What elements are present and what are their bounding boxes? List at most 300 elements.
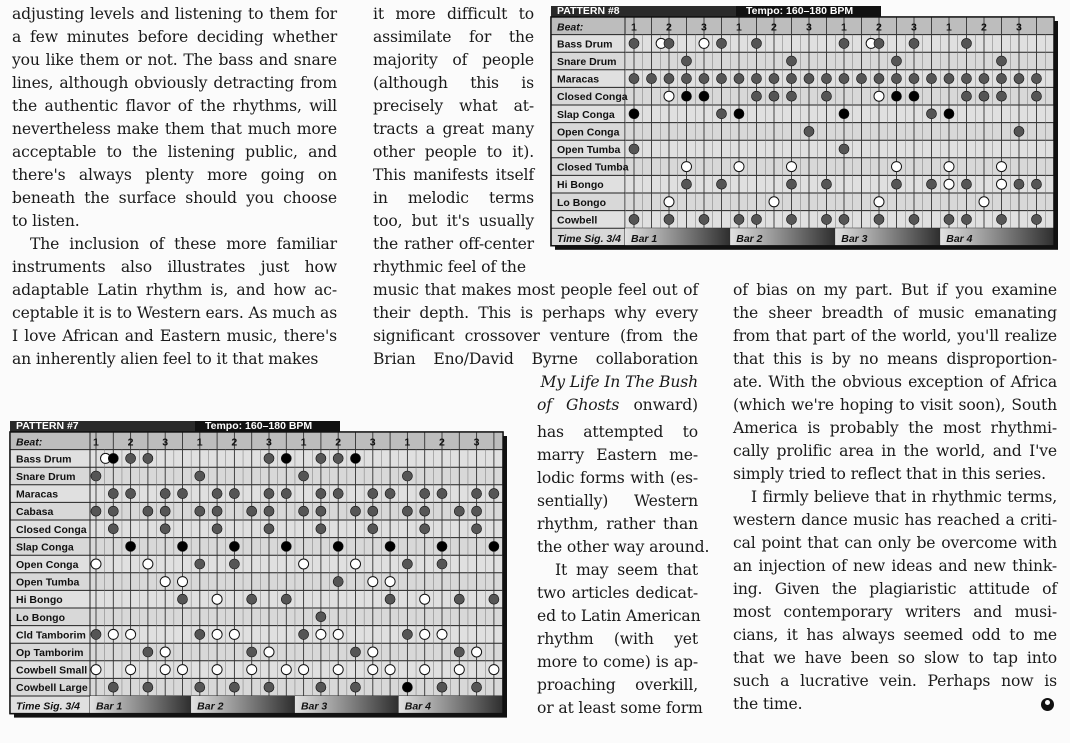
hit-dot: [472, 489, 482, 499]
instrument-label: Bass Drum: [16, 453, 72, 466]
text-line: there's always plenty more going on: [12, 166, 337, 184]
hit-dot: [927, 109, 937, 119]
tempo-label: Tempo: 160–180 BPM: [205, 420, 313, 432]
hit-dot: [91, 629, 101, 639]
bar-label: Bar 2: [197, 700, 224, 713]
open-hit-dot: [299, 559, 309, 569]
text-line: the rather off-center: [373, 235, 534, 253]
hit-dot: [195, 682, 205, 692]
hit-dot: [91, 506, 101, 516]
open-hit-dot: [454, 665, 464, 675]
open-hit-dot: [979, 197, 989, 207]
open-hit-dot: [316, 629, 326, 639]
hit-dot: [787, 179, 797, 189]
beat-tick-label: 3: [806, 21, 812, 34]
hit-dot: [420, 489, 430, 499]
open-hit-dot: [368, 665, 378, 675]
text-line: or at least some form: [537, 699, 703, 717]
text-line: two articles dedicat-: [537, 584, 698, 602]
text-line: sentially) Western: [537, 492, 698, 510]
hit-dot: [368, 489, 378, 499]
bar-label: Bar 4: [404, 700, 432, 713]
hit-dot: [997, 56, 1007, 66]
text-line: adjusting levels and listening to them for: [12, 5, 337, 23]
instrument-label: Snare Drum: [557, 56, 617, 68]
text-line: you like them or not. The bass and snare: [12, 51, 337, 69]
instrument-label: Closed Conga: [557, 91, 628, 104]
hit-dot: [962, 38, 972, 48]
text-line: marry Eastern me-: [537, 446, 698, 464]
hit-dot: [143, 506, 153, 516]
hit-dot: [752, 74, 762, 84]
open-hit-dot: [247, 665, 257, 675]
hit-dot: [752, 91, 762, 101]
accent-hit-dot: [892, 91, 902, 101]
open-hit-dot: [420, 594, 430, 604]
hit-dot: [264, 506, 274, 516]
hit-dot: [316, 489, 326, 499]
hit-dot: [472, 682, 482, 692]
hit-dot: [752, 38, 762, 48]
row-stripe: [551, 140, 1054, 158]
row-stripe: [10, 555, 503, 573]
hit-dot: [281, 594, 291, 604]
beat-tick-label: 1: [404, 436, 411, 449]
accent-hit-dot: [909, 91, 919, 101]
hit-dot: [247, 506, 257, 516]
open-hit-dot: [212, 629, 222, 639]
open-hit-dot: [160, 577, 170, 587]
open-hit-dot: [385, 665, 395, 675]
hit-dot: [316, 506, 326, 516]
hit-dot: [264, 682, 274, 692]
hit-dot: [997, 74, 1007, 84]
hit-dot: [1014, 179, 1024, 189]
text-line: adaptable Latin rhythm is, and how ac-: [12, 281, 337, 299]
open-hit-dot: [126, 665, 136, 675]
hit-dot: [822, 74, 832, 84]
text-line: (which we're hoping to visit soon), South: [733, 396, 1057, 414]
instrument-label: Open Conga: [557, 126, 620, 139]
text-line: that this is by no means disproportion-: [733, 350, 1057, 368]
hit-dot: [108, 524, 118, 534]
instrument-label: Closed Tumba: [557, 161, 629, 174]
hit-dot: [316, 524, 326, 534]
text-line: of bias on my part. But if you examine: [733, 281, 1057, 299]
open-hit-dot: [997, 162, 1007, 172]
hit-dot: [909, 214, 919, 224]
hit-dot: [472, 524, 482, 534]
hit-dot: [143, 647, 153, 657]
hit-dot: [160, 506, 170, 516]
beat-tick-label: 3: [473, 436, 480, 449]
hit-dot: [664, 74, 674, 84]
instrument-label: Maracas: [557, 73, 600, 86]
beat-tick-label: 3: [369, 436, 376, 449]
hit-dot: [247, 594, 257, 604]
pattern-8-chart: [551, 6, 1061, 252]
beat-tick-label: 2: [127, 436, 134, 449]
text-line: This manifests itself: [373, 166, 534, 184]
open-hit-dot: [874, 197, 884, 207]
hit-dot: [195, 506, 205, 516]
hit-dot: [108, 682, 118, 692]
accent-hit-dot: [437, 541, 447, 551]
text-line: from that part of the world, you'll realize: [733, 327, 1057, 345]
accent-hit-dot: [333, 541, 343, 551]
article-column-3: [733, 279, 1057, 716]
open-hit-dot: [126, 629, 136, 639]
hit-dot: [892, 74, 902, 84]
beat-row-bg: [551, 17, 1054, 35]
beat-tick-label: 1: [946, 21, 952, 34]
instrument-label: Cowbell Large: [16, 682, 88, 695]
hit-dot: [212, 489, 222, 499]
hit-dot: [839, 38, 849, 48]
accent-hit-dot: [229, 541, 239, 551]
hit-dot: [857, 74, 867, 84]
row-stripe: [10, 450, 503, 468]
open-hit-dot: [944, 162, 954, 172]
hit-dot: [769, 74, 779, 84]
beat-tick-label: 1: [631, 21, 637, 34]
instrument-label: Snare Drum: [16, 471, 76, 483]
hit-dot: [717, 179, 727, 189]
album-title-line-2: of Ghosts onward): [537, 396, 698, 414]
text-line: their depth. This is perhaps why every: [373, 304, 698, 322]
hit-dot: [212, 506, 222, 516]
text-line: a few minutes before deciding whether: [12, 28, 337, 46]
open-hit-dot: [299, 665, 309, 675]
hit-dot: [437, 559, 447, 569]
pattern-7-chart: [10, 421, 515, 721]
instrument-label: Open Conga: [16, 559, 79, 571]
hit-dot: [1014, 74, 1024, 84]
hit-dot: [717, 74, 727, 84]
bar-label: Bar 4: [946, 232, 973, 245]
hit-dot: [454, 506, 464, 516]
open-hit-dot: [385, 577, 395, 587]
beat-label: Beat:: [557, 21, 584, 34]
hit-dot: [108, 489, 118, 499]
open-hit-dot: [892, 162, 902, 172]
accent-hit-dot: [108, 453, 118, 463]
hit-dot: [454, 594, 464, 604]
hit-dot: [333, 453, 343, 463]
hit-dot: [1032, 214, 1042, 224]
text-line: music that makes most people feel out of: [373, 281, 698, 299]
hit-dot: [402, 559, 412, 569]
text-line: instruments also illustrates just how: [12, 258, 337, 276]
hit-dot: [264, 453, 274, 463]
text-line: precisely what at-: [373, 97, 534, 115]
hit-dot: [822, 179, 832, 189]
hit-dot: [160, 489, 170, 499]
text-line: cally prolific area in the world, and I've: [733, 442, 1057, 460]
bar-label: Bar 2: [736, 232, 763, 245]
beat-tick-label: 3: [701, 21, 707, 34]
text-line: simply tried to reflect that in this series.: [733, 465, 1046, 483]
beat-tick-label: 3: [1016, 21, 1022, 34]
hit-dot: [909, 74, 919, 84]
hit-dot: [333, 489, 343, 499]
hit-dot: [629, 144, 639, 154]
instrument-label: Cld Tamborim: [16, 629, 86, 642]
hit-dot: [839, 144, 849, 154]
text-line: in melodic terms: [373, 189, 534, 207]
text-line: lines, although obviously detracting from: [12, 74, 337, 92]
pattern-title: PATTERN #8: [557, 5, 620, 17]
hit-dot: [195, 629, 205, 639]
open-hit-dot: [769, 197, 779, 207]
hit-dot: [299, 471, 309, 481]
instrument-label: Closed Conga: [16, 523, 87, 536]
instrument-label: Bass Drum: [557, 38, 613, 51]
text-line: I firmly believe that in rhythmic terms,: [751, 488, 1057, 506]
text-line: It may seem that: [555, 561, 698, 579]
text-line: cians, it has always seemed odd to me: [733, 626, 1057, 644]
hit-dot: [979, 91, 989, 101]
hit-dot: [489, 489, 499, 499]
hit-dot: [962, 74, 972, 84]
beat-tick-label: 2: [231, 436, 238, 449]
hit-dot: [944, 74, 954, 84]
open-hit-dot: [368, 647, 378, 657]
hit-dot: [126, 453, 136, 463]
open-hit-dot: [997, 179, 1007, 189]
hit-dot: [682, 56, 692, 66]
open-hit-dot: [212, 665, 222, 675]
text-line: rhythm, rather than: [537, 515, 698, 533]
open-hit-dot: [682, 162, 692, 172]
beat-tick-label: 1: [841, 21, 847, 34]
instrument-label: Lo Bongo: [16, 611, 65, 624]
beat-tick-label: 2: [981, 21, 987, 34]
text-line: cal point that can only be overcome with: [733, 534, 1057, 552]
hit-dot: [316, 682, 326, 692]
hit-dot: [769, 91, 779, 101]
hit-dot: [126, 489, 136, 499]
hit-dot: [997, 214, 1007, 224]
hit-dot: [822, 91, 832, 101]
hit-dot: [178, 594, 188, 604]
hit-dot: [160, 524, 170, 534]
instrument-label: Lo Bongo: [557, 196, 606, 209]
hit-dot: [143, 682, 153, 692]
tempo-label: Tempo: 160–180 BPM: [746, 5, 854, 17]
article-column-2-wide: [373, 279, 698, 417]
text-line: an injection of new ideas and new think-: [733, 557, 1057, 575]
instrument-label: Hi Bongo: [16, 594, 63, 607]
bar-label: Bar 1: [631, 232, 658, 245]
hit-dot: [316, 612, 326, 622]
hit-dot: [368, 506, 378, 516]
instrument-label: Cabasa: [16, 506, 54, 519]
text-line: the authentic flavor of the rhythms, will: [12, 97, 337, 115]
hit-dot: [420, 524, 430, 534]
text-line: lodic forms with (es-: [537, 469, 698, 487]
hit-dot: [281, 489, 291, 499]
hit-dot: [752, 214, 762, 224]
end-of-article-icon: [1041, 698, 1054, 711]
hit-dot: [402, 506, 412, 516]
beat-tick-label: 2: [876, 21, 882, 34]
text-line: to listen.: [12, 212, 80, 230]
hit-dot: [699, 74, 709, 84]
accent-hit-dot: [281, 541, 291, 551]
text-line: other people to it).: [373, 143, 534, 161]
open-hit-dot: [333, 629, 343, 639]
hit-dot: [839, 214, 849, 224]
hit-dot: [195, 471, 205, 481]
open-hit-dot: [420, 665, 430, 675]
open-hit-dot: [91, 665, 101, 675]
hit-dot: [997, 91, 1007, 101]
open-hit-dot: [143, 559, 153, 569]
instrument-label: Hi Bongo: [557, 179, 604, 192]
text-line: most contemporary writers and musi-: [733, 603, 1057, 621]
hit-dot: [787, 91, 797, 101]
hit-dot: [804, 126, 814, 136]
article-column-2-narrow: [537, 421, 710, 720]
hit-dot: [351, 682, 361, 692]
bar-label: Bar 3: [300, 700, 328, 713]
text-line: the time.: [733, 695, 803, 713]
hit-dot: [91, 471, 101, 481]
text-line: ceptable it is to Western ears. As much as: [12, 304, 338, 322]
open-hit-dot: [212, 594, 222, 604]
open-hit-dot: [333, 665, 343, 675]
hit-dot: [874, 214, 884, 224]
accent-hit-dot: [351, 453, 361, 463]
hit-dot: [368, 524, 378, 534]
hit-dot: [787, 74, 797, 84]
hit-dot: [402, 471, 412, 481]
hit-dot: [1032, 74, 1042, 84]
open-hit-dot: [108, 629, 118, 639]
beat-tick-label: 2: [666, 21, 672, 34]
hit-dot: [1014, 126, 1024, 136]
hit-dot: [351, 647, 361, 657]
accent-hit-dot: [839, 109, 849, 119]
hit-dot: [664, 38, 674, 48]
pattern-title: PATTERN #7: [16, 420, 79, 432]
hit-dot: [664, 214, 674, 224]
beat-label: Beat:: [16, 436, 43, 449]
row-stripe: [551, 70, 1054, 88]
text-line: beneath the surface should you choose: [12, 189, 337, 207]
time-signature: Time Sig. 3/4: [16, 700, 80, 713]
text-line: it more difficult to: [373, 5, 534, 23]
open-hit-dot: [178, 577, 188, 587]
hit-dot: [1032, 179, 1042, 189]
instrument-label: Open Tumba: [16, 576, 80, 589]
accent-hit-dot: [178, 541, 188, 551]
accent-hit-dot: [734, 109, 744, 119]
instrument-label: Open Tumba: [557, 144, 621, 156]
text-line: has attempted to: [537, 423, 698, 441]
hit-dot: [437, 682, 447, 692]
hit-dot: [299, 629, 309, 639]
accent-hit-dot: [126, 541, 136, 551]
row-stripe: [551, 211, 1054, 229]
time-signature: Time Sig. 3/4: [557, 232, 621, 245]
hit-dot: [804, 74, 814, 84]
text-line: nevertheless make them that much more: [12, 120, 337, 138]
hit-dot: [385, 594, 395, 604]
hit-dot: [892, 56, 902, 66]
text-line: more to come) is ap-: [537, 653, 698, 671]
beat-tick-label: 3: [162, 436, 169, 449]
accent-hit-dot: [944, 109, 954, 119]
hit-dot: [822, 214, 832, 224]
pattern-7-grid: [10, 421, 515, 721]
article-column-2-top: [373, 3, 534, 279]
hit-dot: [717, 38, 727, 48]
hit-dot: [264, 524, 274, 534]
accent-hit-dot: [629, 109, 639, 119]
text-line: The inclusion of these more familiar: [30, 235, 337, 253]
beat-tick-label: 3: [266, 436, 272, 449]
text-line: the other way around.: [537, 538, 710, 556]
hit-dot: [874, 74, 884, 84]
text-line: rhythmic feel of the: [373, 258, 526, 276]
text-line: that we have been so slow to tap into: [733, 649, 1057, 667]
open-hit-dot: [264, 647, 274, 657]
beat-tick-label: 1: [300, 436, 307, 449]
beat-tick-label: 1: [196, 436, 203, 449]
hit-dot: [489, 594, 499, 604]
open-hit-dot: [944, 179, 954, 189]
hit-dot: [143, 453, 153, 463]
instrument-label: Slap Conga: [16, 541, 74, 554]
text-line: an inherently alien feel to it that makes: [12, 350, 319, 368]
row-stripe: [551, 35, 1054, 53]
hit-dot: [962, 214, 972, 224]
accent-hit-dot: [682, 91, 692, 101]
hit-dot: [892, 179, 902, 189]
instrument-label: Op Tamborim: [16, 647, 84, 659]
text-line: assimilate for the: [373, 28, 534, 46]
hit-dot: [195, 559, 205, 569]
open-hit-dot: [420, 629, 430, 639]
text-line: ed to Latin American: [537, 607, 701, 625]
row-stripe: [551, 105, 1054, 123]
beat-row-bg: [10, 432, 503, 450]
hit-dot: [682, 179, 692, 189]
open-hit-dot: [368, 577, 378, 587]
hit-dot: [629, 38, 639, 48]
hit-dot: [962, 91, 972, 101]
beat-tick-label: 3: [911, 21, 917, 34]
bar-label: Bar 3: [841, 232, 868, 245]
open-hit-dot: [160, 665, 170, 675]
album-title-line-1: My Life In The Bush: [540, 373, 698, 391]
open-hit-dot: [734, 162, 744, 172]
text-line: western dance music has reached a criti-: [733, 511, 1057, 529]
text-line: the sheer breadth of music emanating: [733, 304, 1057, 322]
hit-dot: [264, 489, 274, 499]
hit-dot: [962, 179, 972, 189]
open-hit-dot: [229, 629, 239, 639]
bar-label: Bar 1: [96, 700, 123, 713]
hit-dot: [909, 38, 919, 48]
hit-dot: [979, 74, 989, 84]
pattern-8-grid: [551, 6, 1061, 252]
hit-dot: [874, 38, 884, 48]
text-line: I love African and Eastern music, there's: [12, 327, 337, 345]
open-hit-dot: [874, 91, 884, 101]
